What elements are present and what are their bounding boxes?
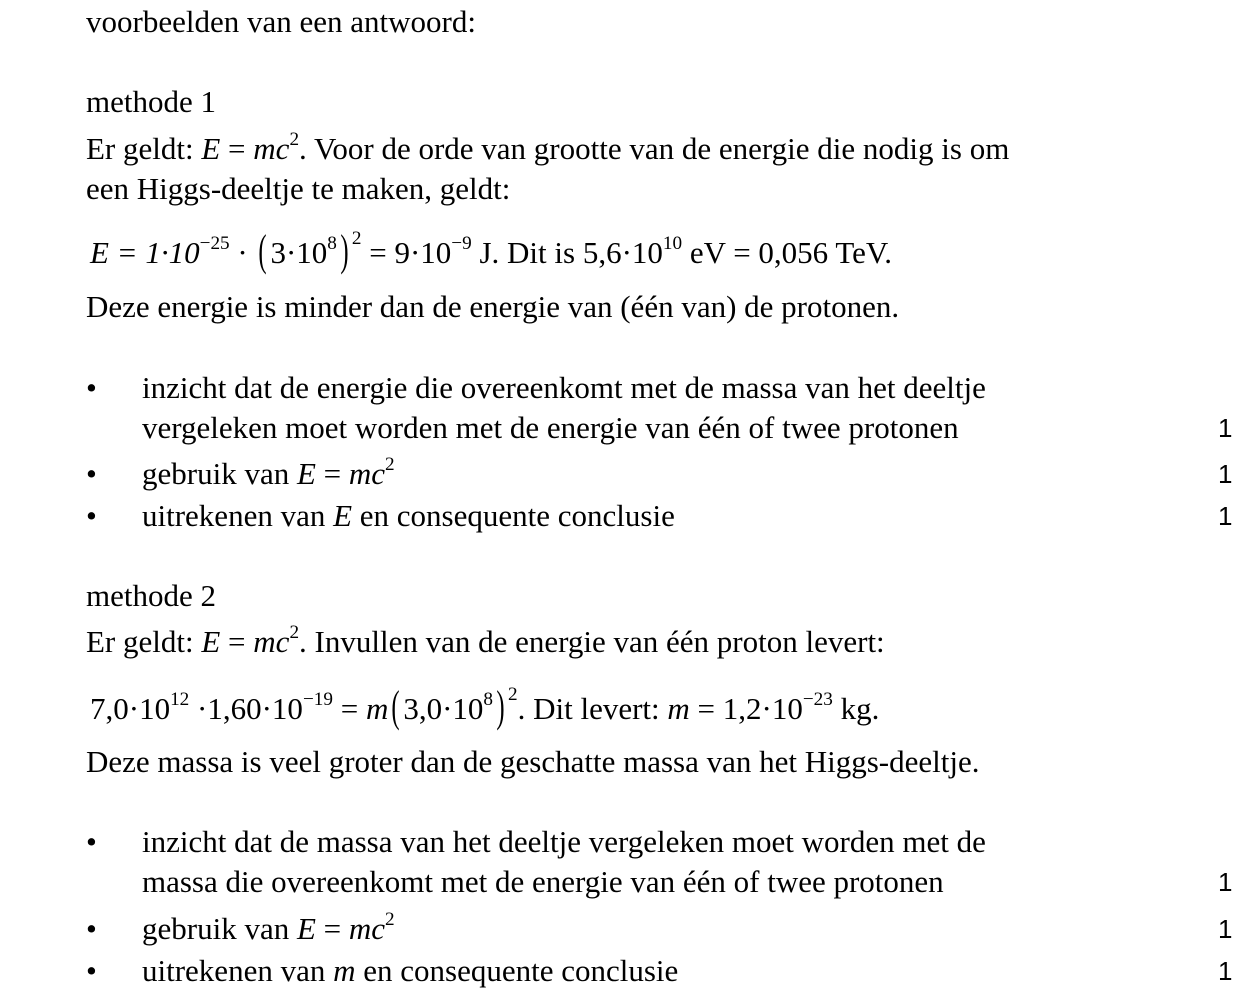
m1-eq-d-exp: −9 [451,232,472,254]
bullet-var: m [333,953,356,988]
bullet-text [142,951,678,991]
method1-line1-pre: Er geldt: [86,131,202,166]
method2-conclusion: Deze massa is veel groter dan de geschatte massa van het Higgs-deeltje. [86,744,980,779]
formula-eq: = [315,456,349,491]
m2-eq-b: ·1,60·10 [189,691,303,726]
m1-eq-sq: 2 [351,227,362,249]
bullet-icon: • [86,824,97,859]
method1-line2: een Higgs-deeltje te maken, geldt: [86,171,511,206]
bullet-icon: • [86,456,97,491]
bullet-text-line2: vergeleken moet worden met de energie van één of twee protonen [142,410,959,445]
bullet-text-line2: massa die overeenkomt met de energie van één of twee protonen [142,864,944,899]
m1-eq-b: · [229,235,256,270]
m2-eq-d: 3,0·10 [403,691,484,726]
formula-rhs: mc [348,911,386,946]
m2-eq-c: = [332,691,366,726]
bullet-text [142,454,395,499]
score: 1 [1218,459,1233,489]
close-paren: ) [340,225,349,275]
formula-lhs: E [201,131,221,166]
bullet-text-pre: uitrekenen van [142,498,334,533]
method1-equation [90,225,893,278]
m2-eq-f: = 1,2·10 [689,691,803,726]
method2-bullet-3 [86,951,1243,991]
formula-rhs: mc [348,456,386,491]
method2-bullet-2 [86,909,1243,949]
method1-line1 [86,129,1009,174]
m1-eq-f: eV = 0,056 TeV. [682,235,893,270]
method1-line1-post: . Voor de orde van grootte van de energie die nodig is om [299,131,1010,166]
score: 1 [1218,413,1233,443]
bullet-var: E [333,498,353,533]
m1-eq-a: E = 1·10 [90,235,200,270]
formula-eq: = [315,911,349,946]
method1-bullet-1-cont [86,408,1243,448]
bullet-text-pre: gebruik van [142,911,297,946]
m1-eq-c: 3·10 [270,235,328,270]
close-paren: ) [496,681,505,731]
method1-conclusion: Deze energie is minder dan de energie van (één van) de protonen. [86,289,900,324]
formula-eq: = [220,131,254,166]
m1-eq-a-exp: −25 [199,232,230,254]
formula-rhs: mc [253,131,290,166]
open-paren: ( [391,681,400,731]
bullet-text-line1: inzicht dat de energie die overeenkomt met de massa van het deeltje [142,370,986,405]
method1-bullet-3 [86,496,1243,536]
m2-eq-a: 7,0·10 [90,691,171,726]
bullet-text-post: en consequente conclusie [352,498,675,533]
method2-bullet-1-cont [86,862,1243,902]
formula-eq: = [220,624,254,659]
formula-rhs: mc [253,624,290,659]
m2-eq-d-exp: 8 [483,688,494,710]
bullet-text [142,909,395,954]
intro-text: voorbeelden van een antwoord: [86,4,476,39]
bullet-text-pre: uitrekenen van [142,953,334,988]
method2-bullet-1 [86,822,1243,862]
method1-bullet-1 [86,368,1243,408]
m2-eq-g: kg. [832,691,880,726]
m2-eq-m: m [365,691,389,726]
formula-exp: 2 [289,128,300,150]
formula-exp: 2 [385,908,395,930]
m2-eq-a-exp: 12 [170,688,190,710]
bullet-text-line1: inzicht dat de massa van het deeltje vergeleken moet worden met de [142,824,986,859]
method1-heading: methode 1 [86,84,216,119]
m1-eq-c-exp: 8 [327,232,337,254]
score: 1 [1218,914,1233,944]
m1-eq-d: = 9·10 [361,235,452,270]
bullet-icon: • [86,370,97,405]
m1-eq-e-exp: 10 [662,232,683,254]
method2-line1 [86,622,885,667]
formula-exp: 2 [385,453,395,475]
open-paren: ( [258,225,268,275]
m1-eq-e: J. Dit is 5,6·10 [471,235,663,270]
bullet-icon: • [86,498,97,533]
m2-eq-e: . Dit levert: [517,691,668,726]
bullet-icon: • [86,953,97,988]
formula-lhs: E [201,624,221,659]
bullet-text-post: en consequente conclusie [355,953,679,988]
m2-eq-f-exp: −23 [802,688,833,710]
bullet-text [142,496,675,536]
score: 1 [1218,501,1233,531]
score: 1 [1218,867,1233,897]
method2-heading: methode 2 [86,578,216,613]
score: 1 [1218,956,1233,986]
bullet-icon: • [86,911,97,946]
formula-lhs: E [296,456,316,491]
formula-lhs: E [296,911,316,946]
method2-line1-pre: Er geldt: [86,624,202,659]
m2-eq-m2: m [667,691,690,726]
m2-eq-sq: 2 [507,683,518,705]
m2-eq-b-exp: −19 [302,688,333,710]
formula-exp: 2 [289,621,300,643]
method1-bullet-2 [86,454,1243,494]
method2-line1-post: . Invullen van de energie van één proton levert: [299,624,885,659]
method2-equation [90,681,880,734]
bullet-text-pre: gebruik van [142,456,297,491]
